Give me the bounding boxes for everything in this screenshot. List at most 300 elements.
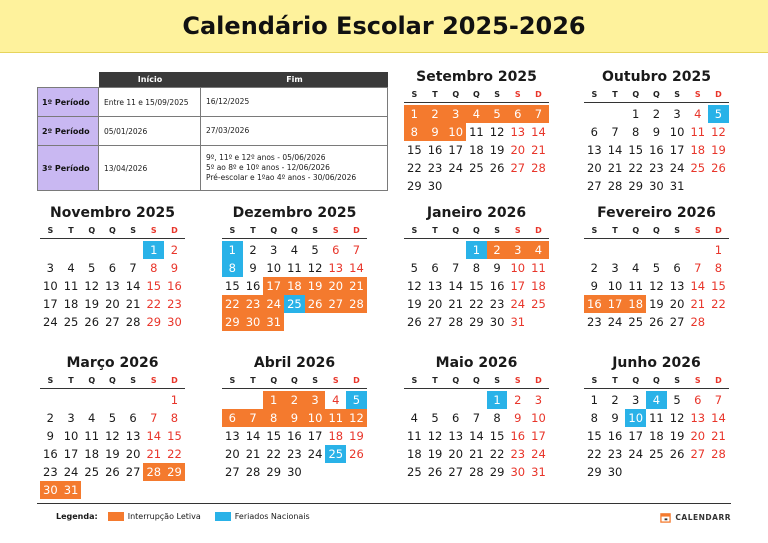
day-cell: 30 xyxy=(510,465,526,479)
day-cell: 30 xyxy=(489,315,505,329)
day-cell: 30 xyxy=(607,465,623,479)
periods-header-empty xyxy=(37,72,99,87)
day-empty xyxy=(584,241,605,259)
weekday-label: D xyxy=(535,226,542,235)
day-cell: 9 xyxy=(611,411,619,425)
day-cell: 6 xyxy=(452,411,460,425)
day-cell: 3 xyxy=(632,393,640,407)
day-cell: 24 xyxy=(510,297,526,311)
day-cell: 17 xyxy=(43,297,58,311)
period-end-line: 16/12/2025 xyxy=(206,97,250,106)
day-cell: 1 xyxy=(590,393,598,407)
day-grid xyxy=(584,105,729,195)
day-cell: 3 xyxy=(270,243,278,257)
day-cell: 24 xyxy=(531,447,546,461)
day-cell: 3 xyxy=(46,261,54,275)
period-label: 3º Período xyxy=(37,146,99,190)
day-cell: 9 xyxy=(249,261,257,275)
day-cell: 11 xyxy=(287,261,302,275)
day-cell: 21 xyxy=(531,143,546,157)
day-cell: 7 xyxy=(694,261,702,275)
period-end-line: 27/03/2026 xyxy=(206,126,250,135)
day-cell: 30 xyxy=(287,465,302,479)
day-cell: 14 xyxy=(448,279,464,293)
day-cell: 18 xyxy=(84,447,100,461)
weekday-label: Q xyxy=(632,376,640,385)
day-cell: 20 xyxy=(105,297,120,311)
day-cell: 28 xyxy=(245,465,261,479)
day-cell: 8 xyxy=(714,261,723,275)
day-cell: 31 xyxy=(669,179,685,193)
day-cell: 4 xyxy=(410,411,418,425)
day-cell: 25 xyxy=(325,445,346,463)
weekday-label: S xyxy=(332,376,339,385)
day-cell: 30 xyxy=(649,179,664,193)
weekday-label: T xyxy=(432,90,438,99)
day-cell: 26 xyxy=(305,295,326,313)
day-cell: 30 xyxy=(243,313,264,331)
day-cell: 31 xyxy=(61,481,82,499)
day-cell: 27 xyxy=(325,295,346,313)
day-cell: 6 xyxy=(108,261,117,275)
period-label: 2º Período xyxy=(37,117,99,145)
day-cell: 13 xyxy=(427,279,443,293)
day-cell: 24 xyxy=(263,295,284,313)
day-cell: 25 xyxy=(284,295,305,313)
day-cell: 13 xyxy=(125,429,141,443)
day-grid xyxy=(404,105,549,195)
weekday-label: S xyxy=(674,376,680,385)
weekday-label: T xyxy=(612,226,618,235)
weekday-label: Q xyxy=(473,90,480,99)
day-cell: 2 xyxy=(425,105,446,123)
periods-header-end: Fim xyxy=(201,72,388,87)
day-cell: 19 xyxy=(305,277,326,295)
day-empty xyxy=(425,241,446,259)
day-cell: 14 xyxy=(531,125,546,139)
day-cell: 8 xyxy=(170,411,179,425)
day-cell: 5 xyxy=(487,105,508,123)
period-end-line: Pré-escolar e 1ºao 4º anos - 30/06/2026 xyxy=(206,173,357,182)
day-cell: 21 xyxy=(346,277,367,295)
day-cell: 7 xyxy=(150,411,158,425)
day-grid xyxy=(40,391,185,499)
weekday-label: Q xyxy=(653,376,660,385)
day-cell: 26 xyxy=(349,447,364,461)
day-cell: 23 xyxy=(427,161,443,175)
day-cell: 5 xyxy=(431,411,439,425)
day-cell: 10 xyxy=(305,409,326,427)
day-cell: 17 xyxy=(263,277,284,295)
day-cell: 21 xyxy=(469,447,484,461)
day-cell: 14 xyxy=(125,279,141,293)
day-cell: 24 xyxy=(307,447,323,461)
day-cell: 21 xyxy=(711,429,726,443)
day-cell: 7 xyxy=(611,125,619,139)
day-cell: 26 xyxy=(84,315,100,329)
day-empty xyxy=(605,105,626,123)
day-cell: 25 xyxy=(531,297,546,311)
month-title: Setembro 2025 xyxy=(416,69,537,85)
day-cell: 27 xyxy=(510,161,526,175)
day-cell: 12 xyxy=(346,409,367,427)
day-cell: 19 xyxy=(407,297,422,311)
day-empty xyxy=(605,241,626,259)
day-empty xyxy=(61,241,82,259)
day-cell: 7 xyxy=(352,243,361,257)
day-cell: 29 xyxy=(469,315,484,329)
day-cell: 19 xyxy=(105,447,120,461)
day-cell: 28 xyxy=(125,315,141,329)
weekday-label: S xyxy=(229,376,236,385)
day-cell: 15 xyxy=(587,429,602,443)
day-cell: 22 xyxy=(146,297,162,311)
day-cell: 7 xyxy=(129,261,137,275)
weekday-label: S xyxy=(229,226,236,235)
weekday-label: S xyxy=(591,376,598,385)
day-cell: 8 xyxy=(404,123,425,141)
weekday-label: T xyxy=(68,226,74,235)
day-cell: 14 xyxy=(690,279,706,293)
weekday-label: D xyxy=(171,226,178,235)
day-cell: 2 xyxy=(652,107,661,121)
day-cell: 19 xyxy=(427,447,443,461)
day-cell: 1 xyxy=(487,391,508,409)
day-cell: 17 xyxy=(307,429,323,443)
day-cell: 25 xyxy=(63,315,79,329)
day-cell: 19 xyxy=(84,297,100,311)
day-empty xyxy=(123,241,144,259)
day-cell: 2 xyxy=(249,243,257,257)
day-cell: 3 xyxy=(611,261,619,275)
day-cell: 17 xyxy=(448,143,464,157)
day-cell: 3 xyxy=(445,105,466,123)
period-start: 05/01/2026 xyxy=(99,117,201,145)
day-cell: 18 xyxy=(284,277,305,295)
day-cell: 21 xyxy=(245,447,261,461)
weekday-label: S xyxy=(494,376,500,385)
day-cell: 16 xyxy=(167,279,182,293)
day-cell: 28 xyxy=(469,465,484,479)
day-cell: 11 xyxy=(690,125,706,139)
weekday-label: S xyxy=(411,376,418,385)
weekday-label: S xyxy=(514,376,521,385)
day-cell: 16 xyxy=(649,143,664,157)
period-end-line: 9º, 11º e 12º anos - 05/06/2026 xyxy=(206,153,326,162)
day-cell: 23 xyxy=(649,161,664,175)
month-title: Novembro 2025 xyxy=(50,205,175,221)
weekday-label: S xyxy=(150,226,157,235)
day-cell: 15 xyxy=(469,279,484,293)
weekday-label: Q xyxy=(653,226,660,235)
day-cell: 20 xyxy=(427,297,443,311)
brand-name: CALENDARR xyxy=(675,513,731,522)
day-cell: 25 xyxy=(690,161,706,175)
day-cell: 7 xyxy=(452,261,460,275)
day-cell: 15 xyxy=(711,279,726,293)
period-start: Entre 11 e 15/09/2025 xyxy=(99,88,201,116)
day-cell: 19 xyxy=(489,143,505,157)
weekday-label: Q xyxy=(291,376,298,385)
day-cell: 25 xyxy=(649,447,664,461)
day-cell: 3 xyxy=(673,107,681,121)
period-row-1 xyxy=(37,87,388,117)
day-cell: 14 xyxy=(349,261,364,275)
day-cell: 27 xyxy=(225,465,240,479)
weekday-label: S xyxy=(332,226,339,235)
day-cell: 1 xyxy=(222,241,243,259)
day-cell: 26 xyxy=(649,315,664,329)
day-cell: 13 xyxy=(510,125,526,139)
weekday-label: S xyxy=(694,226,701,235)
weekday-label: D xyxy=(353,376,360,385)
month-calendar xyxy=(222,354,367,481)
period-end xyxy=(201,117,388,145)
weekday-header xyxy=(222,374,367,389)
day-empty xyxy=(425,391,446,409)
day-cell: 12 xyxy=(489,125,505,139)
day-cell: 20 xyxy=(225,447,240,461)
day-cell: 22 xyxy=(266,447,282,461)
day-cell: 17 xyxy=(605,295,626,313)
periods-header-row xyxy=(37,72,388,87)
day-cell: 24 xyxy=(63,465,79,479)
day-cell: 25 xyxy=(469,161,484,175)
weekday-label: S xyxy=(47,226,54,235)
day-grid xyxy=(404,241,549,331)
month-title: Janeiro 2026 xyxy=(426,205,527,221)
day-empty xyxy=(40,391,61,409)
day-empty xyxy=(81,391,102,409)
day-cell: 23 xyxy=(607,447,623,461)
weekday-label: Q xyxy=(109,226,116,235)
weekday-label: Q xyxy=(632,226,640,235)
day-cell: 31 xyxy=(510,315,526,329)
weekday-label: D xyxy=(715,376,722,385)
month-title: Março 2026 xyxy=(66,355,159,371)
day-cell: 23 xyxy=(167,297,182,311)
weekday-header xyxy=(584,224,729,239)
day-cell: 12 xyxy=(669,411,685,425)
day-cell: 26 xyxy=(427,465,443,479)
day-cell: 10 xyxy=(43,279,58,293)
day-cell: 18 xyxy=(690,143,706,157)
weekday-label: Q xyxy=(653,90,660,99)
day-cell: 31 xyxy=(531,465,546,479)
brand-logo xyxy=(660,512,731,523)
day-cell: 5 xyxy=(108,411,117,425)
month-calendar xyxy=(40,204,185,331)
weekday-label: Q xyxy=(452,226,460,235)
weekday-label: S xyxy=(591,226,598,235)
day-cell: 16 xyxy=(427,143,443,157)
day-cell: 5 xyxy=(708,105,729,123)
day-cell: 15 xyxy=(628,143,644,157)
day-cell: 29 xyxy=(164,463,185,481)
month-calendar xyxy=(404,204,549,331)
weekday-label: D xyxy=(715,90,722,99)
weekday-label: T xyxy=(68,376,74,385)
day-empty xyxy=(102,391,123,409)
day-cell: 16 xyxy=(510,429,526,443)
day-cell: 9 xyxy=(590,279,598,293)
day-cell: 4 xyxy=(88,411,96,425)
weekday-header xyxy=(404,224,549,239)
day-cell: 20 xyxy=(510,143,526,157)
day-cell: 3 xyxy=(534,393,543,407)
day-cell: 11 xyxy=(531,261,546,275)
weekday-label: S xyxy=(674,226,680,235)
weekday-label: Q xyxy=(452,90,460,99)
day-empty xyxy=(143,391,164,409)
day-cell: 1 xyxy=(170,393,179,407)
day-cell: 17 xyxy=(531,429,546,443)
day-cell: 1 xyxy=(466,241,487,259)
day-cell: 21 xyxy=(607,161,623,175)
day-cell: 16 xyxy=(43,447,58,461)
day-cell: 17 xyxy=(669,143,685,157)
day-cell: 28 xyxy=(607,179,623,193)
day-cell: 15 xyxy=(266,429,282,443)
day-cell: 18 xyxy=(328,429,344,443)
day-cell: 29 xyxy=(587,465,602,479)
weekday-label: S xyxy=(674,90,680,99)
day-cell: 18 xyxy=(469,143,484,157)
legend-item-text: Interrupção Letiva xyxy=(127,512,201,521)
weekday-header xyxy=(40,224,185,239)
day-cell: 28 xyxy=(143,463,164,481)
month-calendar xyxy=(404,354,549,481)
period-row-3 xyxy=(37,146,388,191)
day-cell: 19 xyxy=(349,429,364,443)
month-calendar xyxy=(40,354,185,499)
day-cell: 26 xyxy=(105,465,120,479)
day-cell: 6 xyxy=(332,243,340,257)
day-cell: 15 xyxy=(225,279,240,293)
day-cell: 30 xyxy=(427,179,443,193)
period-start: 13/04/2026 xyxy=(99,146,201,190)
day-cell: 2 xyxy=(514,393,522,407)
day-cell: 14 xyxy=(245,429,261,443)
day-cell: 1 xyxy=(143,241,164,259)
day-cell: 5 xyxy=(88,261,96,275)
day-cell: 4 xyxy=(332,393,340,407)
day-cell: 9 xyxy=(514,411,522,425)
day-empty xyxy=(61,391,82,409)
day-cell: 20 xyxy=(669,297,685,311)
day-cell: 26 xyxy=(669,447,685,461)
month-calendar xyxy=(584,204,729,331)
day-cell: 24 xyxy=(669,161,685,175)
day-cell: 11 xyxy=(84,429,100,443)
day-cell: 9 xyxy=(493,261,501,275)
day-cell: 24 xyxy=(607,315,623,329)
day-empty xyxy=(243,391,264,409)
day-empty xyxy=(404,391,425,409)
day-cell: 10 xyxy=(445,123,466,141)
day-cell: 1 xyxy=(263,391,284,409)
day-cell: 7 xyxy=(243,409,264,427)
day-cell: 20 xyxy=(125,447,141,461)
day-cell: 1 xyxy=(714,243,723,257)
day-empty xyxy=(584,105,605,123)
footer-divider xyxy=(37,503,731,504)
day-cell: 31 xyxy=(263,313,284,331)
weekday-label: S xyxy=(150,376,157,385)
day-grid xyxy=(584,241,729,331)
day-cell: 8 xyxy=(150,261,158,275)
day-cell: 18 xyxy=(531,279,546,293)
day-cell: 12 xyxy=(427,429,443,443)
weekday-label: S xyxy=(514,226,521,235)
periods-header-start: Início xyxy=(99,72,201,87)
day-grid xyxy=(584,391,729,481)
day-cell: 29 xyxy=(489,465,505,479)
day-cell: 16 xyxy=(287,429,302,443)
day-cell: 12 xyxy=(711,125,726,139)
day-cell: 14 xyxy=(607,143,623,157)
day-cell: 28 xyxy=(346,295,367,313)
month-title: Outubro 2025 xyxy=(602,69,711,85)
day-cell: 11 xyxy=(63,279,79,293)
weekday-header xyxy=(404,88,549,103)
day-cell: 3 xyxy=(507,241,528,259)
day-cell: 14 xyxy=(711,411,726,425)
month-title: Junho 2026 xyxy=(612,355,701,371)
day-cell: 17 xyxy=(628,429,644,443)
day-cell: 28 xyxy=(531,161,546,175)
day-grid xyxy=(40,241,185,331)
day-cell: 18 xyxy=(407,447,422,461)
weekday-header xyxy=(584,374,729,389)
day-cell: 18 xyxy=(63,297,79,311)
day-cell: 22 xyxy=(628,161,644,175)
day-cell: 22 xyxy=(469,297,484,311)
day-cell: 29 xyxy=(407,179,422,193)
day-cell: 29 xyxy=(266,465,282,479)
day-cell: 7 xyxy=(472,411,481,425)
day-cell: 21 xyxy=(448,297,464,311)
weekday-label: T xyxy=(250,376,256,385)
legend-item-holidays xyxy=(215,512,310,521)
day-cell: 16 xyxy=(607,429,623,443)
day-cell: 3 xyxy=(305,391,326,409)
day-cell: 2 xyxy=(46,411,54,425)
day-cell: 13 xyxy=(669,279,685,293)
day-empty xyxy=(102,241,123,259)
day-cell: 5 xyxy=(311,243,319,257)
day-cell: 21 xyxy=(146,447,162,461)
legend xyxy=(56,512,324,521)
day-empty xyxy=(687,241,708,259)
day-cell: 29 xyxy=(222,313,243,331)
day-cell: 11 xyxy=(407,429,422,443)
day-cell: 19 xyxy=(649,297,664,311)
day-cell: 10 xyxy=(669,125,685,139)
day-grid xyxy=(222,391,367,481)
weekday-header xyxy=(222,224,367,239)
day-cell: 13 xyxy=(587,143,602,157)
day-cell: 23 xyxy=(489,297,505,311)
day-cell: 19 xyxy=(669,429,685,443)
day-cell: 6 xyxy=(590,125,598,139)
weekday-header xyxy=(404,374,549,389)
day-cell: 20 xyxy=(690,429,706,443)
weekday-label: T xyxy=(432,376,438,385)
legend-swatch-blue xyxy=(215,512,231,521)
weekday-label: Q xyxy=(632,90,640,99)
day-cell: 24 xyxy=(43,315,58,329)
